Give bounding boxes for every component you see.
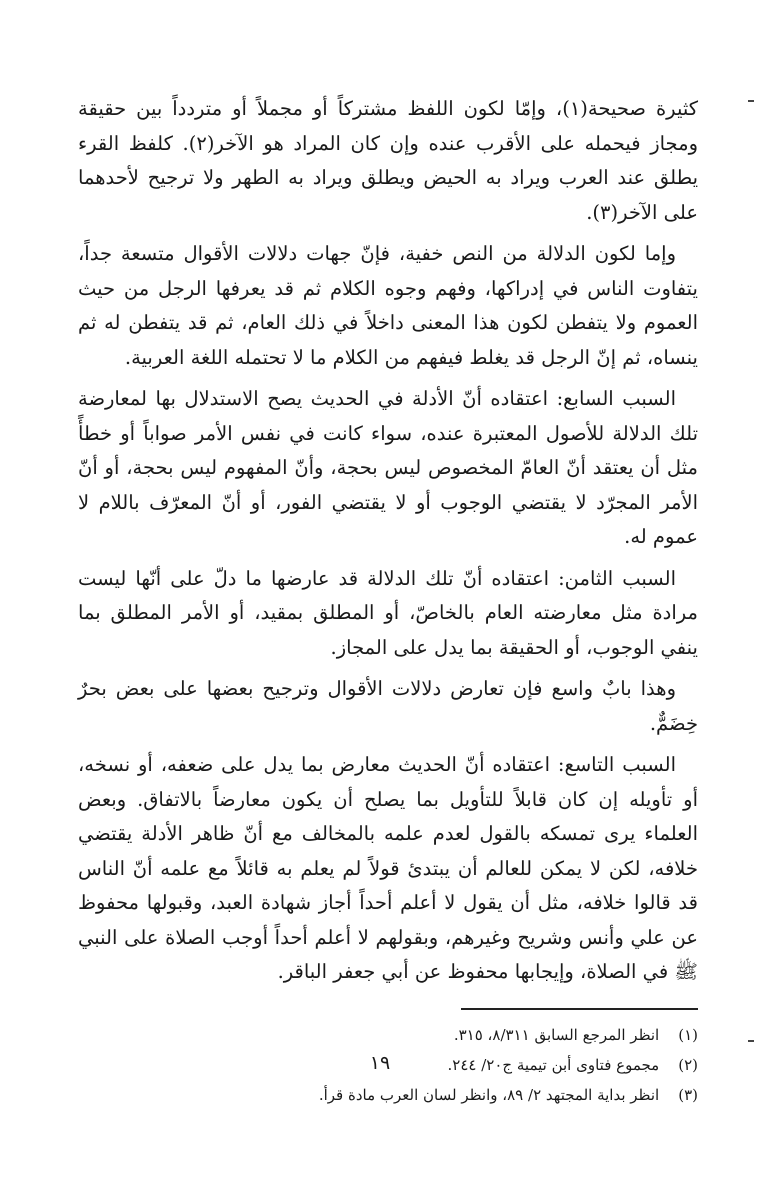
footnote-1	[78, 1020, 698, 1050]
footnote-text: انظر المرجع السابق ٨/٣١١، ٣١٥.	[453, 1025, 660, 1044]
footnote-separator	[461, 1008, 698, 1010]
footnote-text: انظر بداية المجتهد ٢/ ٨٩، وانظر لسان العرب مادة قرأ.	[318, 1085, 660, 1104]
page-number: ١٩	[369, 1052, 391, 1074]
footnote-3	[78, 1080, 698, 1110]
paragraph-3: السبب السابع: اعتقاده أنّ الأدلة في الحديث يصح الاستدلال بها لمعارضة تلك الدلالة للأصول المعتبرة عنده، سواء كانت في نفس الأمر صواباً أو خطأً مثل أن يعتقد أنّ العامّ المخصوص ليس بحجة، وأنّ المفهوم ليس بحجة، أو أنّ الأمر المجرّد لا يقتضي الوجوب أو لا يقتضي الفور، أو أنّ المعرّف باللام لا عموم له.	[78, 387, 698, 548]
paragraph-4: السبب الثامن: اعتقاده أنّ تلك الدلالة قد عارضها ما دلّ على أنّها ليست مرادة مثل معارضته العام بالخاصّ، أو المطلق بمقيد، أو الأمر المطلق بما ينفي الوجوب، أو الحقيقة بما يدل على المجاز.	[78, 566, 698, 659]
margin-tick	[748, 1040, 754, 1042]
paragraph-2: وإما لكون الدلالة من النص خفية، فإنّ جهات دلالات الأقوال متسعة جداً، يتفاوت الناس في إدراكها، وفهم وجوه الكلام ثم قد يعرفها الرجل من حيث العموم ولا يتفطن لكون هذا المعنى داخلاً في ذلك العام، ثم قد يتفطن له ثم ينساه، ثم إنّ الرجل قد يغلط فيفهم من الكلام ما لا تحتمله اللغة العربية.	[78, 242, 698, 369]
paragraph-5: وهذا بابٌ واسع فإن تعارض دلالات الأقوال وترجيح بعضها على بعض بحرٌ خِضَمٌّ.	[78, 677, 698, 735]
footnote-number: (٢)	[678, 1055, 698, 1074]
paragraph-6: السبب التاسع: اعتقاده أنّ الحديث معارض بما يدل على ضعفه، أو نسخه، أو تأويله إن كان قابلاً للتأويل بما يصلح أن يكون معارضاً بالاتفاق. وبعض العلماء يرى تمسكه بالقول لعدم علمه بالمخالف مع أنّ ظاهر الأدلة يقتضي خلافه، لكن لا يمكن للعالم أن يبتدئ قولاً لم يعلم به قائلاً مع علمه أنّ الناس قد قالوا خلافه، مثل أن يقول لا أعلم أحداً أجاز شهادة العبد، وقبولها محفوظ عن علي وأنس وشريح وغيرهم، وبقولهم لا أعلم أحداً أوجب الصلاة على النبي ﷺ في الصلاة، وإيجابها محفوظ عن أبي جعفر الباقر.	[78, 753, 698, 983]
footnote-number: (١)	[678, 1025, 698, 1044]
paragraph-1: كثيرة صحيحة(١)، وإمّا لكون اللفظ مشتركاً أو مجملاً أو متردداً بين حقيقة ومجاز فيحمله على الأقرب عنده وإن كان المراد هو الآخر(٢). كلفظ القرء يطلق عند العرب ويراد به الحيض ويطلق ويراد به الطهر ولا ترجيح لأحدهما على الآخر(٣).	[78, 97, 699, 224]
footnote-number: (٣)	[678, 1085, 698, 1104]
page-body	[78, 92, 698, 1110]
margin-tick	[748, 100, 754, 102]
footnote-text: مجموع فتاوى أبن تيمية ج٢٠/ ٢٤٤.	[447, 1055, 660, 1074]
